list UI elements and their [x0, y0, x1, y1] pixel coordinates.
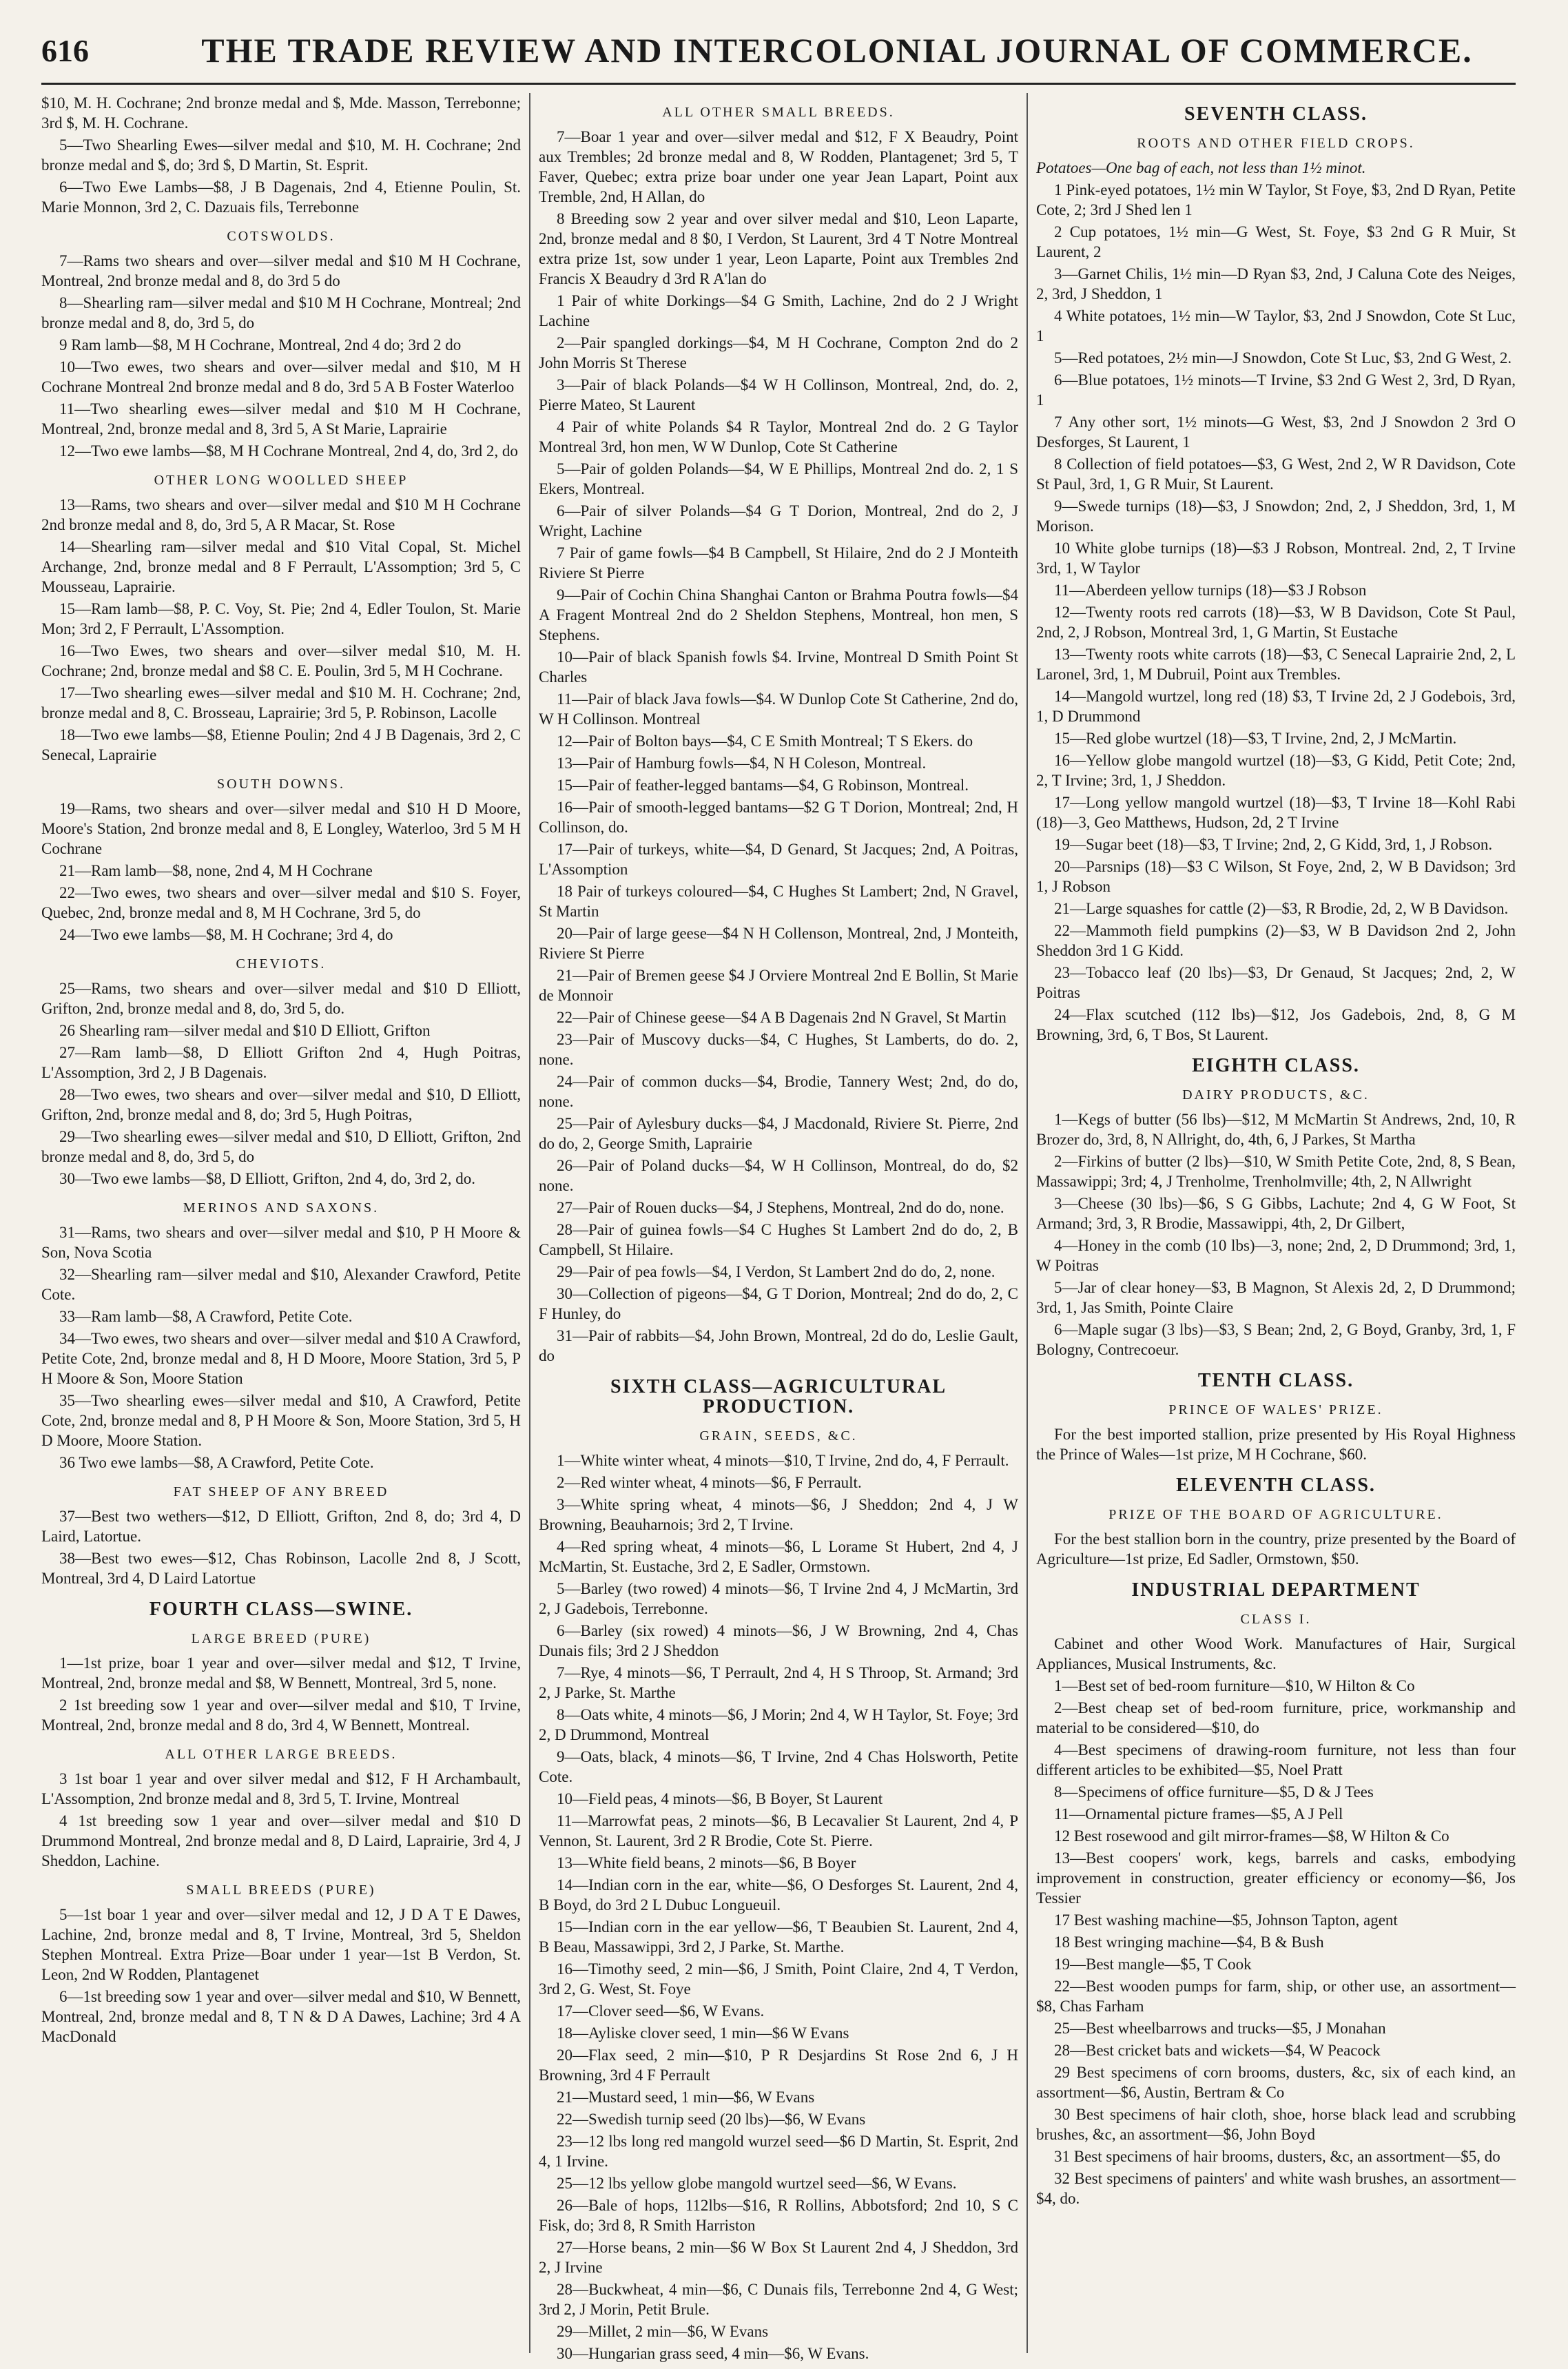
prize-entry: 27—Ram lamb—$8, D Elliott Grifton 2nd 4, Hugh Poitras, L'Assomption, 3rd 2, J B Dagenais. [41, 1044, 521, 1081]
prize-entry: 22—Two ewes, two shears and over—silver medal and $10 S. Foyer, Quebec, 2nd, bronze medal and 8, M H Cochrane, 3rd 5, do [41, 884, 521, 921]
subsection-heading: SOUTH DOWNS. [217, 777, 345, 792]
prize-entry: 15—Red globe wurtzel (18)—$3, T Irvine, 2nd, 2, J McMartin. [1054, 730, 1457, 747]
prize-entry: 12—Twenty roots red carrots (18)—$3, W B Davidson, Cote St Paul, 2nd, 2, J Robson, Montreal 3rd, 1, G Martin, St Eustache [1036, 604, 1516, 641]
prize-entry: 6—1st breeding sow 1 year and over—silver medal and $10, W Bennett, Montreal, 2nd, bronze medal and 8, T N & D A Dawes, Lachine; 3rd 4 A MacDonald [41, 1988, 521, 2045]
prize-entry: 29 Best specimens of corn brooms, dusters, &c, six of each kind, an assortment—$6, Austin, Bertram & Co [1036, 2064, 1516, 2101]
prize-entry: 18 Pair of turkeys coloured—$4, C Hughes St Lambert; 2nd, N Gravel, St Martin [539, 883, 1018, 920]
subsection-heading: ALL OTHER LARGE BREEDS. [165, 1747, 398, 1762]
prize-entry: 22—Swedish turnip seed (20 lbs)—$6, W Evans [557, 2111, 866, 2128]
column-right [1036, 93, 1516, 2353]
prize-entry: 7—Rams two shears and over—silver medal and $10 M H Cochrane, Montreal, 2nd bronze medal and 8, do 3rd 5 do [41, 252, 521, 289]
prize-entry: 36 Two ewe lambs—$8, A Crawford, Petite Cote. [59, 1454, 374, 1471]
prize-entry: 4—Best specimens of drawing-room furniture, not less than four different articles to be exhibited—$5, Noel Pratt [1036, 1741, 1516, 1778]
subsection-heading: COTSWOLDS. [227, 229, 336, 244]
prize-entry: 6—Pair of silver Polands—$4 G T Dorion, Montreal, 2nd do 2, J Wright, Lachine [539, 502, 1018, 540]
prize-entry: 11—Two shearling ewes—silver medal and $10 M H Cochrane, Montreal, 2nd, bronze medal and 8, 3rd 5, A St Marie, Laprairie [41, 400, 521, 438]
prize-entry: 27—Pair of Rouen ducks—$4, J Stephens, Montreal, 2nd do do, none. [557, 1199, 1004, 1216]
prize-entry: 6—Barley (six rowed) 4 minots—$6, J W Browning, 2nd 4, Chas Dunais fils; 3rd 2 J Sheddon [539, 1622, 1018, 1659]
prize-entry: 3 1st boar 1 year and over silver medal and $12, F H Archambault, L'Assomption, 2nd bronze medal and 8, 3rd 5, T. Irvine, Montreal [41, 1770, 521, 1807]
prize-entry: 14—Indian corn in the ear, white—$6, O Desforges St. Laurent, 2nd 4, B Boyd, do 3rd 2 L Dubuc Longueuil. [539, 1876, 1018, 1914]
prize-entry: 13—White field beans, 2 minots—$6, B Boyer [557, 1854, 856, 1871]
prize-entry: 31 Best specimens of hair brooms, dusters, &c, an assortment—$5, do [1054, 2148, 1500, 2165]
prize-entry: 7—Rye, 4 minots—$6, T Perrault, 2nd 4, H S Throop, St. Armand; 3rd 2, J Parke, St. Marthe [539, 1664, 1018, 1701]
prize-entry: 2—Pair spangled dorkings—$4, M H Cochrane, Compton 2nd do 2 John Morris St Therese [539, 334, 1018, 371]
prize-entry: 10 White globe turnips (18)—$3 J Robson, Montreal. 2nd, 2, T Irvine 3rd, 1, W Taylor [1036, 540, 1516, 577]
prize-entry: 38—Best two ewes—$12, Chas Robinson, Lacolle 2nd 8, J Scott, Montreal, 3rd 4, D Laird Latortue [41, 1550, 521, 1587]
prize-entry: 19—Best mangle—$5, T Cook [1054, 1956, 1252, 1973]
prize-entry: 11—Pair of black Java fowls—$4. W Dunlop Cote St Catherine, 2nd do, W H Collinson. Montreal [539, 690, 1018, 728]
prize-entry: 1—1st prize, boar 1 year and over—silver medal and $12, T Irvine, Montreal, 2nd, bronze medal and $8, W Bennett, Montreal, 3rd 5, none. [41, 1654, 521, 1692]
prize-entry: 6—Maple sugar (3 lbs)—$3, S Bean; 2nd, 2, G Boyd, Granby, 3rd, 1, F Bologny, Contrecoeur. [1036, 1321, 1516, 1358]
prize-entry: 7 Pair of game fowls—$4 B Campbell, St Hilaire, 2nd do 2 J Monteith Riviere St Pierre [539, 544, 1018, 582]
prize-entry: 21—Large squashes for cattle (2)—$3, R Brodie, 2d, 2, W B Davidson. [1054, 900, 1509, 917]
prize-entry: 15—Indian corn in the ear yellow—$6, T Beaubien St. Laurent, 2nd 4, B Beau, Massawippi, 3rd 2, J Parke, St. Marthe. [539, 1918, 1018, 1956]
prize-entry: 9—Oats, black, 4 minots—$6, T Irvine, 2nd 4 Chas Holsworth, Petite Cote. [539, 1748, 1018, 1785]
prize-entry: 8 Collection of field potatoes—$3, G West, 2nd 2, W R Davidson, Cote St Paul, 3rd, 1, G R Muir, St Laurent. [1036, 455, 1516, 493]
prize-entry: 29—Two shearling ewes—silver medal and $10, D Elliott, Grifton, 2nd bronze medal and 8, do, 3rd 5, do [41, 1128, 521, 1165]
prize-entry: 17—Clover seed—$6, W Evans. [557, 2002, 765, 2020]
prize-entry: 5—Two Shearling Ewes—silver medal and $10, M. H. Cochrane; 2nd bronze medal and $, do; 3rd $, D Martin, St. Esprit. [41, 136, 521, 174]
section-heading: SEVENTH CLASS. [1184, 103, 1368, 125]
prize-entry: 8—Specimens of office furniture—$5, D & J Tees [1054, 1783, 1374, 1801]
prize-entry: 5—1st boar 1 year and over—silver medal and 12, J D A T E Dawes, Lachine, 2nd, bronze medal and 8, T Irvine, Montreal, 3rd 5, Sheldon Stephen Montreal. Extra Prize—Boar under 1 year—1st B Verdon, St. Leon, 2nd W Rodden, Plantagenet [41, 1906, 521, 1983]
prize-entry: 5—Red potatoes, 2½ min—J Snowdon, Cote St Luc, $3, 2nd G West, 2. [1054, 349, 1512, 367]
subsection-heading: LARGE BREED (PURE) [191, 1631, 371, 1646]
subsection-heading: SMALL BREEDS (PURE) [186, 1883, 376, 1898]
prize-entry: 17—Long yellow mangold wurtzel (18)—$3, T Irvine 18—Kohl Rabi (18)—3, Geo Matthews, Hudson, 2d, 2 T Irvine [1036, 794, 1516, 831]
prize-entry: 20—Parsnips (18)—$3 C Wilson, St Foye, 2nd, 2, W B Davidson; 3rd 1, J Robson [1036, 858, 1516, 895]
prize-entry: 24—Flax scutched (112 lbs)—$12, Jos Gadebois, 2nd, 8, G M Browning, 3rd, 6, T Bos, St Laurent. [1036, 1006, 1516, 1043]
prize-entry: 1 Pair of white Dorkings—$4 G Smith, Lachine, 2nd do 2 J Wright Lachine [539, 292, 1018, 329]
page-header [41, 19, 1516, 81]
prize-entry: 1—Kegs of butter (56 lbs)—$12, M McMartin St Andrews, 2nd, 10, R Brozer do, 3rd, 8, N Allright, do, 4th, 6, J Parkes, St Martha [1036, 1111, 1516, 1148]
prize-entry: $10, M. H. Cochrane; 2nd bronze medal and $, Mde. Masson, Terrebonne; 3rd $, M. H. Cochrane. [41, 94, 521, 132]
prize-entry: 5—Barley (two rowed) 4 minots—$6, T Irvine 2nd 4, J McMartin, 3rd 2, J Gadebois, Terrebonne. [539, 1580, 1018, 1617]
prize-entry: 30 Best specimens of hair cloth, shoe, horse black lead and scrubbing brushes, &c, an assortment—$6, John Boyd [1036, 2106, 1516, 2143]
prize-entry: 8—Oats white, 4 minots—$6, J Morin; 2nd 4, W H Taylor, St. Foye; 3rd 2, D Drummond, Montreal [539, 1706, 1018, 1743]
prize-entry: 2—Firkins of butter (2 lbs)—$10, W Smith Petite Cote, 2nd, 8, S Bean, Massawippi; 3rd; 4, J Trenholme, Trenholmville; 4th, 2, N Allwright [1036, 1153, 1516, 1190]
prize-entry: 1 Pink-eyed potatoes, 1½ min W Taylor, St Foye, $3, 2nd D Ryan, Petite Cote, 2; 3rd J Shed len 1 [1036, 181, 1516, 218]
prize-entry: 2 1st breeding sow 1 year and over—silver medal and $10, T Irvine, Montreal, 2nd, bronze medal and 8 do, 3rd 4, W Bennett, Montreal. [41, 1696, 521, 1734]
prize-entry: 10—Two ewes, two shears and over—silver medal and $10, M H Cochrane Montreal 2nd bronze medal and 8 do, 3rd 5 A B Foster Waterloo [41, 358, 521, 396]
section-heading: ELEVENTH CLASS. [1176, 1475, 1376, 1496]
subsection-heading: OTHER LONG WOOLLED SHEEP [154, 473, 409, 488]
prize-entry: 25—Pair of Aylesbury ducks—$4, J Macdonald, Riviere St. Pierre, 2nd do do, 2, George Smith, Laprairie [539, 1115, 1018, 1152]
prize-entry: 28—Buckwheat, 4 min—$6, C Dunais fils, Terrebonne 2nd 4, G West; 3rd 2, J Morin, Petit Brule. [539, 2281, 1018, 2318]
prize-entry: 13—Best coopers' work, kegs, barrels and casks, embodying improvement in construction, greater efficiency or economy—$6, Jos Tessier [1036, 1849, 1516, 1907]
prize-entry: 12 Best rosewood and gilt mirror-frames—$8, W Hilton & Co [1054, 1827, 1450, 1845]
prize-entry: 18—Ayliske clover seed, 1 min—$6 W Evans [557, 2024, 849, 2042]
prize-entry: 33—Ram lamb—$8, A Crawford, Petite Cote. [59, 1308, 353, 1325]
subsection-heading: PRIZE OF THE BOARD OF AGRICULTURE. [1108, 1507, 1443, 1522]
prize-entry: 31—Pair of rabbits—$4, John Brown, Montreal, 2d do do, Leslie Gault, do [539, 1327, 1018, 1364]
section-heading: TENTH CLASS. [1197, 1370, 1354, 1391]
prize-entry: 20—Flax seed, 2 min—$10, P R Desjardins St Rose 2nd 6, J H Browning, 3rd 4 F Perrault [539, 2047, 1018, 2084]
prize-entry: 16—Two Ewes, two shears and over—silver medal $10, M. H. Cochrane; 2nd, bronze medal and $8 C. E. Poulin, 3rd 5, M H Cochrane. [41, 642, 521, 679]
prize-entry: 16—Yellow globe mangold wurtzel (18)—$3, G Kidd, Petit Cote; 2nd, 2, T Irvine; 3rd, 1, J Sheddon. [1036, 752, 1516, 789]
prize-entry: 19—Sugar beet (18)—$3, T Irvine; 2nd, 2, G Kidd, 3rd, 1, J Robson. [1054, 836, 1493, 853]
prize-entry: 5—Pair of golden Polands—$4, W E Phillips, Montreal 2nd do. 2, 1 S Ekers, Montreal. [539, 460, 1018, 498]
prize-entry: 9 Ram lamb—$8, M H Cochrane, Montreal, 2nd 4 do; 3rd 2 do [59, 336, 462, 353]
prize-entry: 29—Millet, 2 min—$6, W Evans [557, 2323, 769, 2340]
prize-entry: 12—Two ewe lambs—$8, M H Cochrane Montreal, 2nd 4, do, 3rd 2, do [59, 442, 518, 460]
prize-entry: 32 Best specimens of painters' and white wash brushes, an assortment—$4, do. [1036, 2170, 1516, 2207]
prize-entry: 3—Pair of black Polands—$4 W H Collinson, Montreal, 2nd, do. 2, Pierre Mateo, St Laurent [539, 376, 1018, 413]
prize-entry: 11—Marrowfat peas, 2 minots—$6, B Lecavalier St Laurent, 2nd 4, P Vennon, St. Laurent, 3rd 2 R Brodie, Cote St. Pierre. [539, 1812, 1018, 1849]
prize-entry: 4—Honey in the comb (10 lbs)—3, none; 2nd, 2, D Drummond; 3rd, 1, W Poitras [1036, 1237, 1516, 1274]
prize-entry: 27—Horse beans, 2 min—$6 W Box St Laurent 2nd 4, J Sheddon, 3rd 2, J Irvine [539, 2239, 1018, 2276]
prize-entry: 6—Two Ewe Lambs—$8, J B Dagenais, 2nd 4, Etienne Poulin, St. Marie Monnon, 3rd 2, C. Dazuais fils, Terrebonne [41, 178, 521, 216]
prize-entry: 18 Best wringing machine—$4, B & Bush [1054, 1934, 1324, 1951]
column-left [41, 93, 521, 2353]
column-middle [539, 93, 1018, 2362]
subsection-heading: CHEVIOTS. [236, 956, 327, 972]
prize-entry: 16—Timothy seed, 2 min—$6, J Smith, Point Claire, 2nd 4, T Verdon, 3rd 2, G. West, St. Foye [539, 1960, 1018, 1998]
prize-entry: 23—Pair of Muscovy ducks—$4, C Hughes, St Lamberts, do do. 2, none. [539, 1031, 1018, 1068]
prize-entry: 35—Two shearling ewes—silver medal and $10, A Crawford, Petite Cote, 2nd, bronze medal and 8, P H Moore & Son, Moore Station, 3rd 5, H D Moore, Moore Station. [41, 1392, 521, 1449]
prize-entry: 24—Pair of common ducks—$4, Brodie, Tannery West; 2nd, do do, none. [539, 1073, 1018, 1110]
prize-entry: 25—12 lbs yellow globe mangold wurtzel seed—$6, W Evans. [557, 2175, 957, 2192]
prize-entry: 28—Two ewes, two shears and over—silver medal and $10, D Elliott, Grifton, 2nd, bronze medal and 8, do; 3rd 5, Hugh Poitras, [41, 1086, 521, 1123]
prize-entry: 4 1st breeding sow 1 year and over—silver medal and $10 D Drummond Montreal, 2nd bronze medal and 8, D Laird, Laprairie, 3rd 4, J Sheddon, Lachine. [41, 1812, 521, 1869]
prize-entry: 5—Jar of clear honey—$3, B Magnon, St Alexis 2d, 2, D Drummond; 3rd, 1, Jas Smith, Pointe Claire [1036, 1279, 1516, 1316]
prize-entry: 24—Two ewe lambs—$8, M. H Cochrane; 3rd 4, do [59, 926, 393, 943]
prize-entry: For the best imported stallion, prize presented by His Royal Highness the Prince of Wales—1st prize, M H Cochrane, $60. [1036, 1426, 1516, 1463]
prize-entry: 2—Best cheap set of bed-room furniture, price, workmanship and material to be considered—$10, do [1036, 1699, 1516, 1736]
prize-entry: 34—Two ewes, two shears and over—silver medal and $10 A Crawford, Petite Cote, 2nd, bronze medal and 8, H D Moore, Moore Station, 3rd 5, P H Moore & Son, Moore Station [41, 1330, 521, 1387]
subsection-heading: ALL OTHER SMALL BREEDS. [662, 105, 895, 120]
subsection-heading: FAT SHEEP OF ANY BREED [173, 1484, 389, 1499]
prize-entry: 4 Pair of white Polands $4 R Taylor, Montreal 2nd do. 2 G Taylor Montreal 3rd, hon men, W W Dunlop, Cote St Catherine [539, 418, 1018, 455]
prize-entry: 15—Pair of feather-legged bantams—$4, G Robinson, Montreal. [557, 777, 969, 794]
prize-entry: 28—Best cricket bats and wickets—$4, W Peacock [1054, 2042, 1381, 2059]
subsection-heading: PRINCE OF WALES' PRIZE. [1168, 1402, 1383, 1417]
section-heading: INDUSTRIAL DEPARTMENT [1131, 1579, 1421, 1601]
prize-entry: 4—Red spring wheat, 4 minots—$6, L Lorame St Hubert, 2nd 4, J McMartin, St. Eustache, 3rd 2, E Sadler, Ormstown. [539, 1538, 1018, 1575]
prize-entry: 30—Two ewe lambs—$8, D Elliott, Grifton, 2nd 4, do, 3rd 2, do. [59, 1170, 475, 1187]
prize-entry: 8 Breeding sow 2 year and over silver medal and $10, Leon Laparte, 2nd, bronze medal and 8 $0, I Verdon, St Laurent, 3rd 4 T Notre Montreal extra prize 1st, sow under 1 year, Leon Laparte, Point aux Trembles 2nd Francis X Beaudry d 3rd R A'lan do [539, 210, 1018, 287]
prize-entry: 30—Hungarian grass seed, 4 min—$6, W Evans. [557, 2345, 869, 2362]
prize-entry: 26—Pair of Poland ducks—$4, W H Collinson, Montreal, do do, $2 none. [539, 1157, 1018, 1194]
prize-entry: 7 Any other sort, 1½ minots—G West, $3, 2nd J Snowdon 2 3rd O Desforges, St Laurent, 1 [1036, 413, 1516, 451]
prize-entry: 21—Pair of Bremen geese $4 J Orviere Montreal 2nd E Bollin, St Marie de Monnoir [539, 967, 1018, 1004]
header-rule [41, 83, 1516, 85]
prize-entry: 17 Best washing machine—$5, Johnson Tapton, agent [1054, 1911, 1398, 1929]
prize-entry: 11—Aberdeen yellow turnips (18)—$3 J Robson [1054, 582, 1367, 599]
prize-entry: 13—Twenty roots white carrots (18)—$3, C Senecal Laprairie 2nd, 2, L Laronel, 3rd, 1, M Dubruil, Point aux Trembles. [1036, 646, 1516, 683]
section-note: Potatoes—One bag of each, not less than 1½ minot. [1036, 159, 1366, 176]
prize-entry: 7—Boar 1 year and over—silver medal and $12, F X Beaudry, Point aux Trembles; 2d bronze medal and 8, W Rodden, Plantagenet; 3rd 5, T Faver, Quebec; extra prize boar under one year Jean Lapart, Point aux Tremble, 2nd, H Allan, do [539, 128, 1018, 205]
subsection-heading: GRAIN, SEEDS, &C. [699, 1428, 858, 1444]
prize-entry: 23—12 lbs long red mangold wurzel seed—$6 D Martin, St. Esprit, 2nd 4, 1 Irvine. [539, 2133, 1018, 2170]
prize-entry: 20—Pair of large geese—$4 N H Collenson, Montreal, 2nd, J Monteith, Riviere St Pierre [539, 925, 1018, 962]
prize-entry: 17—Pair of turkeys, white—$4, D Genard, St Jacques; 2nd, A Poitras, L'Assomption [539, 841, 1018, 878]
prize-entry: 22—Pair of Chinese geese—$4 A B Dagenais 2nd N Gravel, St Martin [557, 1009, 1007, 1026]
prize-entry: 14—Mangold wurtzel, long red (18) $3, T Irvine 2d, 2 J Godebois, 3rd, 1, D Drummond [1036, 688, 1516, 725]
prize-entry: 11—Ornamental picture frames—$5, A J Pell [1054, 1805, 1343, 1823]
prize-entry: 9—Swede turnips (18)—$3, J Snowdon; 2nd, 2, J Sheddon, 3rd, 1, M Morison. [1036, 498, 1516, 535]
prize-entry: 23—Tobacco leaf (20 lbs)—$3, Dr Genaud, St Jacques; 2nd, 2, W Poitras [1036, 964, 1516, 1001]
section-heading: FOURTH CLASS—SWINE. [149, 1599, 413, 1620]
prize-entry: 26—Bale of hops, 112lbs—$16, R Rollins, Abbotsford; 2nd 10, S C Fisk, do; 3rd 8, R Smith Harriston [539, 2197, 1018, 2234]
prize-entry: 13—Pair of Hamburg fowls—$4, N H Coleson, Montreal. [557, 755, 927, 772]
prize-entry: 18—Two ewe lambs—$8, Etienne Poulin; 2nd 4 J B Dagenais, 3rd 2, C Senecal, Laprairie [41, 726, 521, 763]
prize-entry: 1—Best set of bed-room furniture—$10, W Hilton & Co [1054, 1677, 1415, 1694]
prize-entry: 21—Mustard seed, 1 min—$6, W Evans [557, 2089, 815, 2106]
prize-entry: 26 Shearling ram—silver medal and $10 D Elliott, Grifton [59, 1022, 431, 1039]
prize-entry: 21—Ram lamb—$8, none, 2nd 4, M H Cochrane [59, 862, 373, 879]
prize-entry: 2—Red winter wheat, 4 minots—$6, F Perrault. [557, 1474, 862, 1491]
prize-entry: 3—Cheese (30 lbs)—$6, S G Gibbs, Lachute; 2nd 4, G W Foot, St Armand; 3rd, 3, R Brodie, Massawippi, 4th, 2, Dr Gilbert, [1036, 1195, 1516, 1232]
prize-entry: 30—Collection of pigeons—$4, G T Dorion, Montreal; 2nd do do, 2, C F Hunley, do [539, 1285, 1018, 1322]
prize-entry: 10—Pair of black Spanish fowls $4. Irvine, Montreal D Smith Point St Charles [539, 648, 1018, 686]
prize-entry: 28—Pair of guinea fowls—$4 C Hughes St Lambert 2nd do do, 2, B Campbell, St Hilaire. [539, 1221, 1018, 1258]
subsection-heading: CLASS I. [1240, 1612, 1312, 1627]
journal-title: THE TRADE REVIEW AND INTERCOLONIAL JOURNAL OF COMMERCE. [201, 31, 1473, 70]
prize-entry: 12—Pair of Bolton bays—$4, C E Smith Montreal; T S Ekers. do [557, 732, 973, 750]
prize-entry: 10—Field peas, 4 minots—$6, B Boyer, St Laurent [557, 1790, 883, 1807]
prize-entry: 9—Pair of Cochin China Shanghai Canton or Brahma Poutra fowls—$4 A Fragent Montreal 2nd do 2 Sheldon Stephens, Montreal, hon men, S Stephens. [539, 586, 1018, 644]
prize-entry: 29—Pair of pea fowls—$4, I Verdon, St Lambert 2nd do do, 2, none. [557, 1263, 996, 1280]
prize-entry: 14—Shearling ram—silver medal and $10 Vital Copal, St. Michel Archange, 2nd, bronze medal and 8 F Perrault, L'Assomption; 3rd 5, C Mousseau, Laprairie. [41, 538, 521, 595]
prize-entry: 6—Blue potatoes, 1½ minots—T Irvine, $3 2nd G West 2, 3rd, D Ryan, 1 [1036, 371, 1516, 409]
section-heading: EIGHTH CLASS. [1192, 1055, 1360, 1076]
prize-entry: For the best stallion born in the country, prize presented by the Board of Agriculture—1st prize, Ed Sadler, Ormstown, $50. [1036, 1530, 1516, 1568]
prize-entry: Cabinet and other Wood Work. Manufactures of Hair, Surgical Appliances, Musical Instruments, &c. [1036, 1635, 1516, 1672]
prize-entry: 4 White potatoes, 1½ min—W Taylor, $3, 2nd J Snowdon, Cote St Luc, 1 [1036, 307, 1516, 345]
subsection-heading: MERINOS AND SAXONS. [183, 1200, 380, 1216]
prize-entry: 32—Shearling ram—silver medal and $10, Alexander Crawford, Petite Cote. [41, 1266, 521, 1303]
prize-entry: 3—Garnet Chilis, 1½ min—D Ryan $3, 2nd, J Caluna Cote des Neiges, 2, 3rd, J Sheddon, 1 [1036, 265, 1516, 302]
prize-entry: 1—White winter wheat, 4 minots—$10, T Irvine, 2nd do, 4, F Perrault. [557, 1452, 1009, 1469]
prize-entry: 13—Rams, two shears and over—silver medal and $10 M H Cochrane 2nd bronze medal and 8, do, 3rd 5, A R Macar, St. Rose [41, 496, 521, 533]
prize-entry: 8—Shearling ram—silver medal and $10 M H Cochrane, Montreal; 2nd bronze medal and 8, do, 3rd 5, do [41, 294, 521, 331]
section-heading: SIXTH CLASS—AGRICULTURAL PRODUCTION. [610, 1376, 947, 1417]
prize-entry: 37—Best two wethers—$12, D Elliott, Grifton, 2nd 8, do; 3rd 4, D Laird, Latortue. [41, 1508, 521, 1545]
prize-entry: 15—Ram lamb—$8, P. C. Voy, St. Pie; 2nd 4, Edler Toulon, St. Marie Mon; 3rd 2, F Perrault, L'Assomption. [41, 600, 521, 637]
prize-entry: 22—Best wooden pumps for farm, ship, or other use, an assortment—$8, Chas Farham [1036, 1978, 1516, 2015]
prize-entry: 2 Cup potatoes, 1½ min—G West, St. Foye, $3 2nd G R Muir, St Laurent, 2 [1036, 223, 1516, 260]
subsection-heading: ROOTS AND OTHER FIELD CROPS. [1137, 136, 1415, 151]
subsection-heading: DAIRY PRODUCTS, &C. [1182, 1087, 1370, 1103]
prize-entry: 22—Mammoth field pumpkins (2)—$3, W B Davidson 2nd 2, John Sheddon 3rd 1 G Kidd. [1036, 922, 1516, 959]
prize-entry: 17—Two shearling ewes—silver medal and $10 M. H. Cochrane; 2nd, bronze medal and 8, C. Brosseau, Laprairie; 3rd 5, P. Robinson, Lacolle [41, 684, 521, 721]
prize-entry: 25—Rams, two shears and over—silver medal and $10 D Elliott, Grifton, 2nd, bronze medal and 8, do, 3rd 5, do. [41, 980, 521, 1017]
text-columns [41, 93, 1516, 2362]
prize-entry: 31—Rams, two shears and over—silver medal and $10, P H Moore & Son, Nova Scotia [41, 1224, 521, 1261]
page-number: 616 [41, 32, 89, 68]
prize-entry: 16—Pair of smooth-legged bantams—$2 G T Dorion, Montreal; 2nd, H Collinson, do. [539, 799, 1018, 836]
prize-entry: 25—Best wheelbarrows and trucks—$5, J Monahan [1054, 2020, 1386, 2037]
prize-entry: 3—White spring wheat, 4 minots—$6, J Sheddon; 2nd 4, J W Browning, Beauharnois; 3rd 2, T Irvine. [539, 1496, 1018, 1533]
prize-entry: 19—Rams, two shears and over—silver medal and $10 H D Moore, Moore's Station, 2nd bronze medal and 8, E Longley, Waterloo, 3rd 5 M H Cochrane [41, 800, 521, 857]
